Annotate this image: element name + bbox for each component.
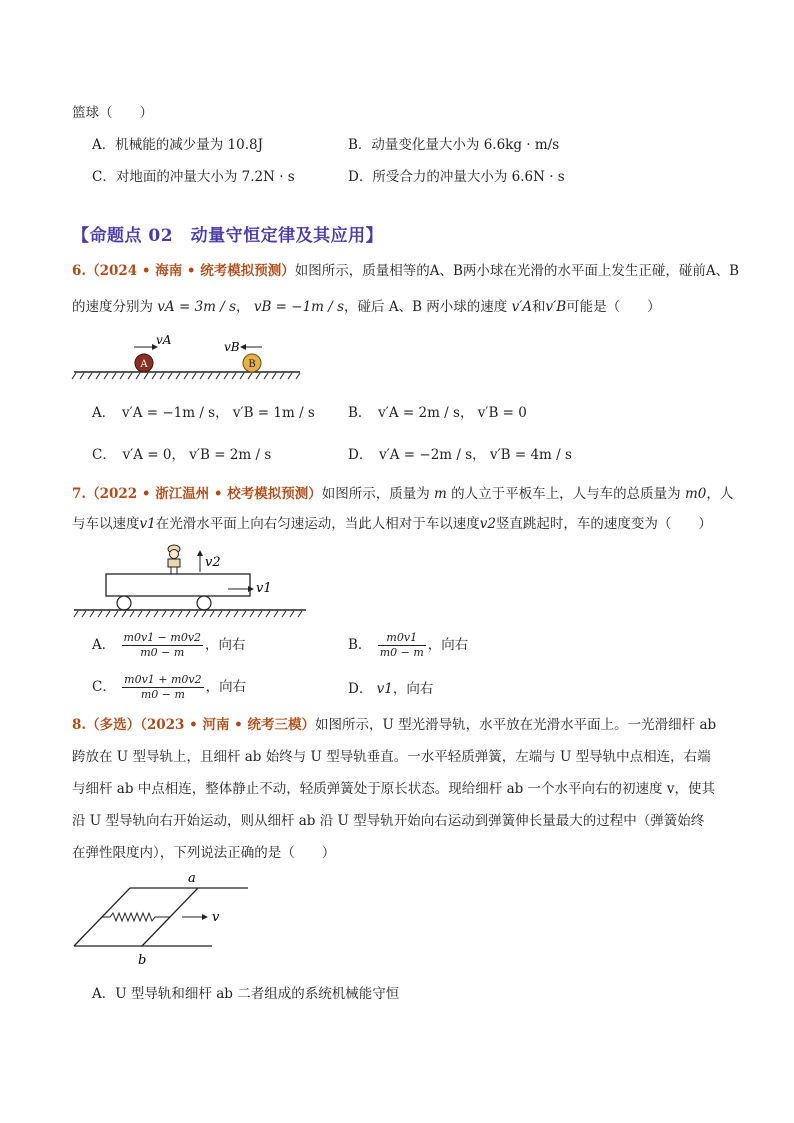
q7-line2 (72, 515, 712, 533)
q7-option-d (348, 680, 433, 698)
q8-text-1: 如图所示，U 型光滑导轨，水平放在光滑水平面上。一光滑细杆 ab (314, 717, 717, 733)
q7-c-dir: ，向右 (205, 679, 247, 695)
q7-d-value: v1 (376, 681, 393, 697)
q6-va-value: vA = 3m / s (157, 299, 237, 315)
q6-text-2c: 可能是（ ） (566, 299, 661, 315)
va-label: vA (156, 333, 172, 347)
q5-option-c: C．对地面的冲量大小为 7.2N · s (92, 169, 295, 185)
section-heading: 【命题点 02 动量守恒定律及其应用】 (72, 226, 384, 246)
q7-b-dir: ，向右 (427, 637, 469, 653)
q8-line3: 与细杆 ab 中点相连，整体静止不动，轻质弹簧处于原长状态。现给细杆 ab 一个水平向右的初速度 v，使其 (72, 781, 715, 797)
wheel-right (197, 596, 211, 610)
q6-option-d: D． v′A = −2m / s， v′B = 4m / s (348, 447, 572, 463)
q7-text-1c: ，人 (706, 486, 734, 502)
q7-option-c (92, 674, 246, 701)
q6-line2 (72, 298, 661, 316)
q7-text-1b: 的人立于平板车上，人与车的总质量为 (451, 486, 681, 502)
q6-and: 和 (532, 299, 546, 315)
q8-option-a: A．U 型导轨和细杆 ab 二者组成的系统机械能守恒 (92, 986, 400, 1002)
ball-b-label: B (248, 359, 256, 370)
q6-figure (70, 330, 310, 386)
q7-text-2b: 在光滑水平面上向右匀速运动，当此人相对于车以速度 (155, 516, 480, 532)
q8-line5: 在弹性限度内），下列说法正确的是（ ） (72, 845, 336, 861)
q8-line1 (72, 716, 716, 734)
q8-figure (70, 870, 260, 970)
q6-option-b: B． v′A = 2m / s， v′B = 0 (348, 405, 527, 421)
q8-line4: 沿 U 型导轨向右开始运动，则从细杆 ab 沿 U 型导轨开始向右运动到弹簧伸长量最大的过程中（弹簧始终 (72, 813, 705, 829)
v-label: v (212, 910, 220, 925)
q6-line1 (72, 262, 739, 280)
q7-source-tag: 7.（2022 • 浙江温州 • 校考模拟预测） (72, 486, 322, 502)
q7-line1 (72, 485, 733, 503)
q7-figure (70, 540, 320, 620)
q6-text-1: 如图所示，质量相等的A、B两小球在光滑的水平面上发生正碰，碰前A、B (294, 263, 740, 279)
q7-c-fraction (122, 674, 204, 701)
q7-option-b (348, 632, 468, 659)
q5-option-a: A．机械能的减少量为 10.8J (92, 137, 264, 153)
q7-text-1a: 如图所示，质量为 (321, 486, 430, 502)
q7-option-a (92, 632, 246, 659)
q7-d-label: D． (348, 681, 373, 697)
a-label: a (188, 871, 196, 886)
q6-vb-prime: v′B (545, 299, 567, 315)
cart-body (106, 574, 250, 596)
ground-hatch (72, 373, 300, 379)
q6-vb-value: vB = −1m / s (253, 299, 345, 315)
q7-text-2a: 与车以速度 (72, 516, 140, 532)
q7-c-den: m0 − m (140, 688, 185, 701)
person-icon (168, 545, 180, 574)
q5-option-b: B．动量变化量大小为 6.6kg · m/s (348, 137, 560, 153)
v1-label: v1 (256, 581, 272, 596)
q7-a-den: m0 − m (140, 646, 185, 659)
q6-text-2a: 的速度分别为 (72, 299, 153, 315)
q5-tail: 篮球（ ） (72, 105, 153, 121)
q5-option-d: D．所受合力的冲量大小为 6.6N · s (348, 169, 565, 185)
q6-option-c: C． v′A = 0， v′B = 2m / s (92, 447, 272, 463)
spring-icon (102, 913, 170, 921)
q7-d-dir: ，向右 (392, 681, 434, 697)
ball-a-label: A (140, 359, 148, 370)
q6-va-prime: v′A (511, 299, 533, 315)
v2-label: v2 (205, 555, 221, 570)
q7-text-2c: 竖直跳起时，车的速度变为（ ） (495, 516, 712, 532)
q7-b-fraction (378, 632, 426, 659)
q7-a-dir: ，向右 (205, 637, 246, 653)
q8-source-tag: 8.（多选）（2023 • 河南 • 统考三模） (72, 717, 315, 733)
q6-source-tag: 6.（2024 • 海南 • 统考模拟预测） (72, 263, 295, 279)
q7-v1: v1 (139, 516, 156, 532)
q7-m: m (434, 486, 447, 502)
q8-line2: 跨放在 U 型导轨上，且细杆 ab 始终与 U 型导轨垂直。一水平轻质弹簧，左端与 U 型导轨中点相连，右端 (72, 749, 711, 765)
q7-b-den: m0 − m (379, 646, 424, 659)
q7-b-num: m0v1 (378, 632, 426, 646)
q7-a-label: A． (92, 637, 116, 653)
q6-text-2b: ，碰后 A、B 两小球的速度 (344, 299, 508, 315)
q7-a-num: m0v1 − m0v2 (123, 631, 202, 644)
q7-c-num: m0v1 + m0v2 (124, 673, 202, 686)
q6-sep: ， (236, 299, 250, 315)
b-label: b (138, 953, 147, 968)
q7-c-label: C． (92, 679, 116, 695)
vb-label: vB (224, 340, 240, 354)
q6-option-a: A． v′A = −1m / s， v′B = 1m / s (92, 405, 315, 421)
q7-b-label: B． (348, 637, 372, 653)
wheel-left (117, 596, 131, 610)
q7-v2: v2 (479, 516, 496, 532)
q7-a-fraction (122, 632, 204, 659)
q7-m0: m0 (684, 486, 707, 502)
